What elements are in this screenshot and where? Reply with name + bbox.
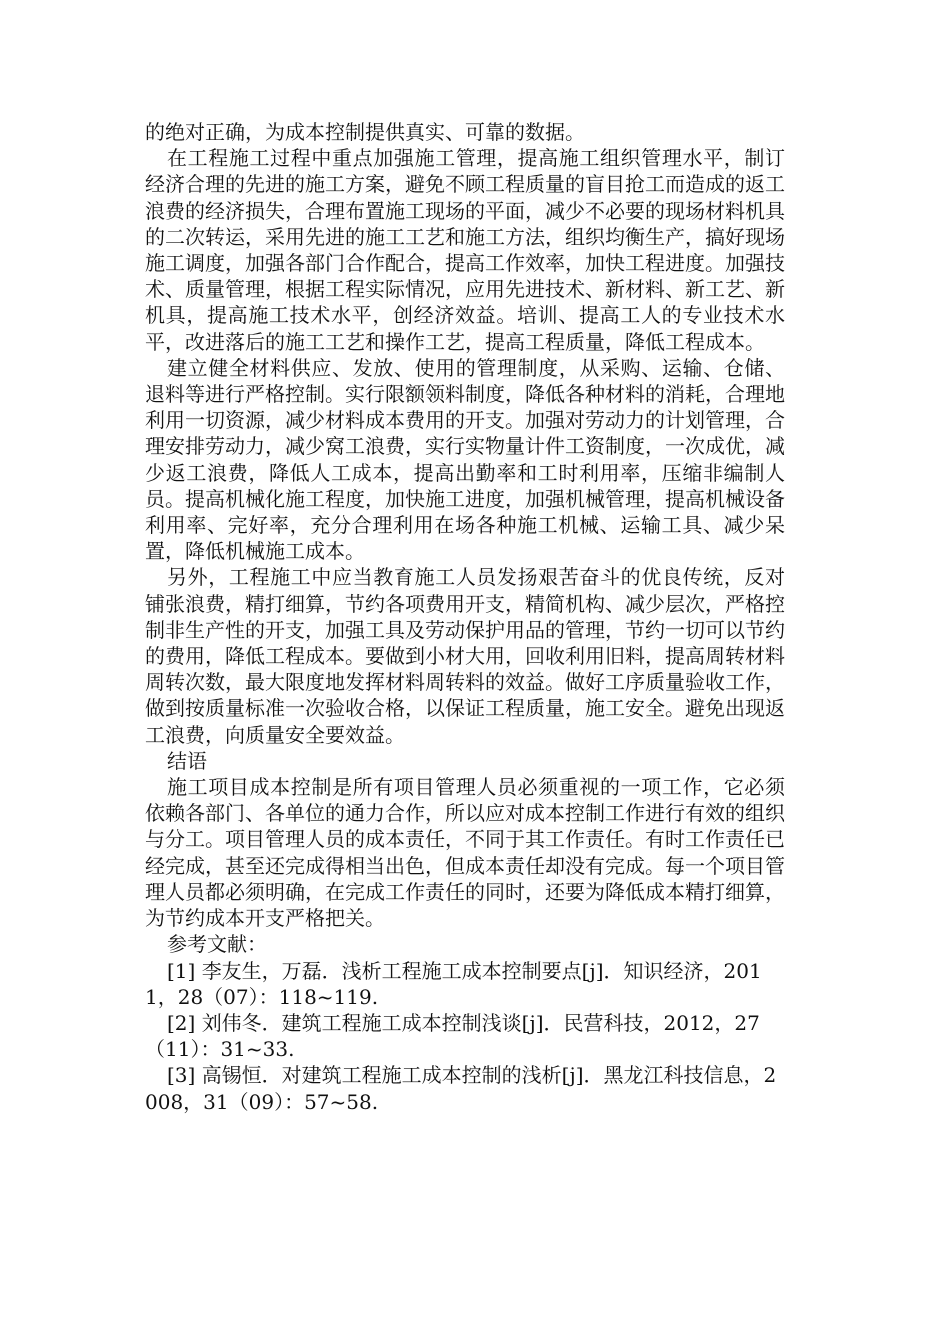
body-paragraph: 另外，工程施工中应当教育施工人员发扬艰苦奋斗的优良传统，反对铺张浪费，精打细算，节约各项费用开支，精简机构、减少层次，严格控制非生产性的开支，加强工具及劳动保护用品的管理，节约一切可以节约的费用，降低工程成本。要做到小材大用，回收利用旧料，提高周转材料周转次数，最大限度地发挥材料周转料的效益。做好工序质量验收工作，做到按质量标准一次验收合格，以保证工程质量，施工安全。避免出现返工浪费，向质量安全要效益。: [145, 565, 785, 747]
body-paragraph: 的绝对正确，为成本控制提供真实、可靠的数据。: [145, 120, 585, 144]
document-page: [145, 119, 785, 1115]
reference-item: [1] 李友生，万磊．浅析工程施工成本控制要点[j]．知识经济，2011，28（07）：118~119.: [145, 958, 762, 1009]
reference-list: [145, 958, 785, 1115]
reference-item: [2] 刘伟冬．建筑工程施工成本控制浅谈[j]．民营科技，2012，27（11）：31~33.: [145, 1010, 760, 1062]
body-paragraph: 建立健全材料供应、发放、使用的管理制度，从采购、运输、仓储、退料等进行严格控制。实行限额领料制度，降低各种材料的消耗，合理地利用一切资源，减少材料成本费用的开支。加强对劳动力的计划管理，合理安排劳动力，减少窝工浪费，实行实物量计件工资制度，一次成优，减少返工浪费，降低人工成本，提高出勤率和工时利用率，压缩非编制人员。提高机械化施工程度，加快施工进度，加强机械管理，提高机械设备利用率、完好率，充分合理利用在场各种施工机械、运输工具、减少呆置，降低机械施工成本。: [145, 355, 785, 564]
body-paragraph: 施工项目成本控制是所有项目管理人员必须重视的一项工作，它必须依赖各部门、各单位的通力合作，所以应对成本控制工作进行有效的组织与分工。项目管理人员的成本责任，不同于其工作责任。有时工作责任已经完成，甚至还完成得相当出色，但成本责任却没有完成。每一个项目管理人员都必须明确，在完成工作责任的同时，还要为降低成本精打细算，为节约成本开支严格把关。: [145, 775, 785, 931]
body-paragraph: 在工程施工过程中重点加强施工管理，提高施工组织管理水平，制订经济合理的先进的施工方案，避免不顾工程质量的盲目抢工而造成的返工浪费的经济损失，合理布置施工现场的平面，减少不必要的现场材料机具的二次转运，采用先进的施工工艺和施工方法，组织均衡生产，搞好现场施工调度，加强各部门合作配合，提高工作效率，加快工程进度。加强技术、质量管理，根据工程实际情况，应用先进技术、新材料、新工艺、新机具，提高施工技术水平，创经济效益。培训、提高工人的专业技术水平，改进落后的施工工艺和操作工艺，提高工程质量，降低工程成本。: [145, 146, 785, 354]
conclusion-heading: 结语: [167, 748, 207, 773]
reference-item: [3] 高锡恒．对建筑工程施工成本控制的浅析[j]．黑龙江科技信息，2008，31（09）：57~58.: [145, 1063, 777, 1114]
references-heading: 参考文献：: [167, 932, 267, 957]
